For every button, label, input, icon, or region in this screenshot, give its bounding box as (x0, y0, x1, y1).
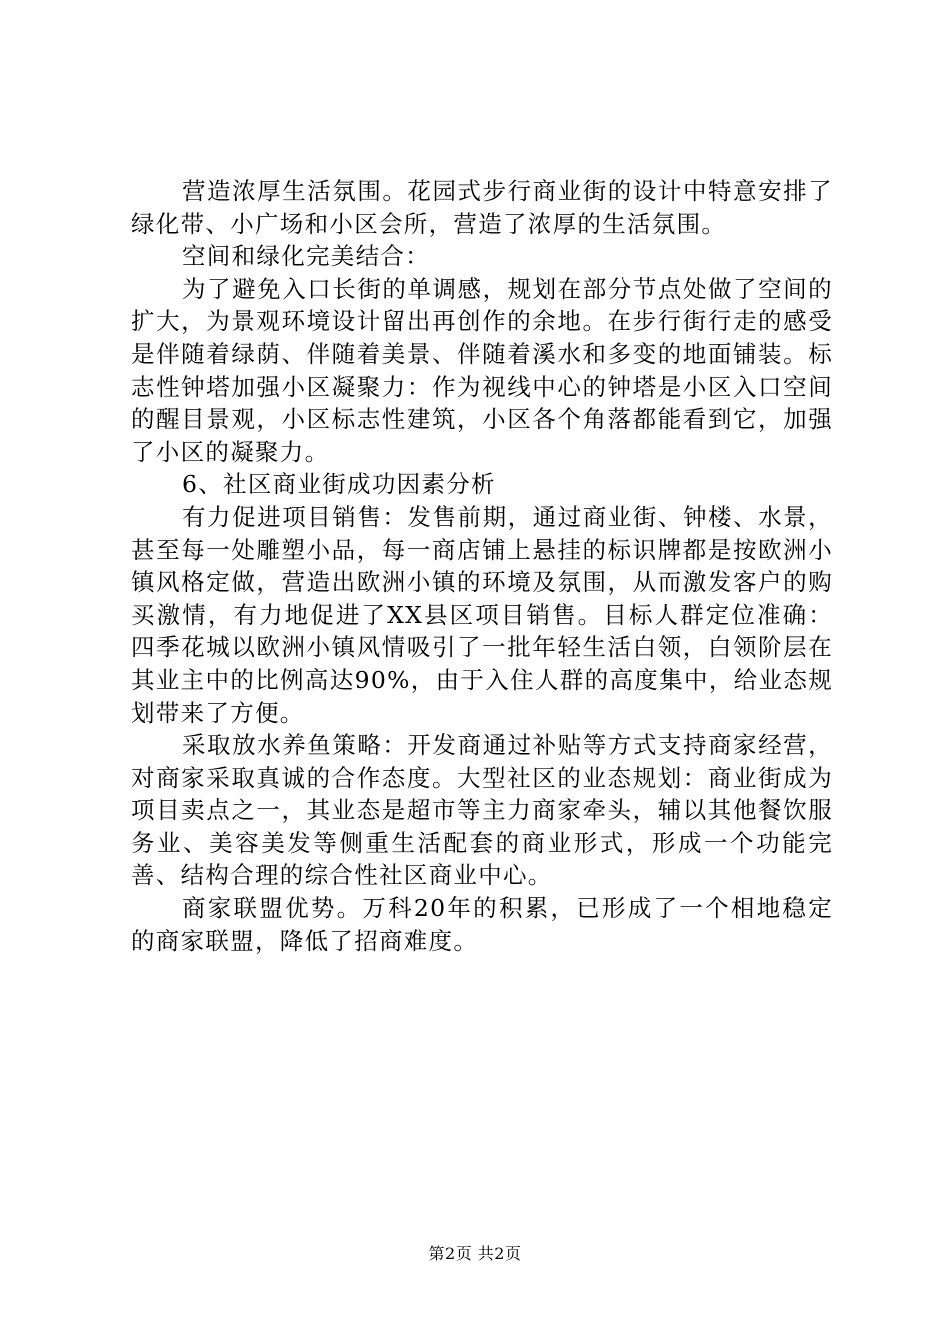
paragraph-living-atmosphere: 营造浓厚生活氛围。花园式步行商业街的设计中特意安排了绿化带、小广场和小区会所，营造了浓厚的生活氛围。 (131, 177, 833, 238)
paragraph-merchant-strategy: 采取放水养鱼策略：开发商通过补贴等方式支持商家经营，对商家采取真诚的合作态度。大型社区的业态规划：商业街成为项目卖点之一，其业态是超市等主力商家牵头，辅以其他餐饮服务业、美容美发等侧重生活配套的商业形式，形成一个功能完善、结构合理的综合性社区商业中心。 (131, 731, 833, 890)
paragraph-merchant-alliance: 商家联盟优势。万科20年的积累，已形成了一个相地稳定的商家联盟，降低了招商难度。 (131, 894, 833, 955)
section-heading-success-factors: 6、社区商业街成功因素分析 (182, 470, 496, 499)
document-body (131, 175, 833, 957)
paragraph-space-greening-heading: 空间和绿化完美结合： (182, 242, 430, 271)
page-number-footer: 第2页 共2页 (428, 1244, 522, 1263)
paragraph-sales-promotion: 有力促进项目销售：发售前期，通过商业街、钟楼、水景，甚至每一处雕塑小品，每一商店铺上悬挂的标识牌都是按欧洲小镇风格定做，营造出欧洲小镇的环境及氛围，从而激发客户的购买激情，有力地促进了XX县区项目销售。目标人群定位准确：四季花城以欧洲小镇风情吸引了一批年轻生活白领，白领阶层在其业主中的比例高达90%，由于入住人群的高度集中，给业态规划带来了方便。 (131, 502, 833, 727)
paragraph-space-expansion: 为了避免入口长街的单调感，规划在部分节点处做了空间的扩大，为景观环境设计留出再创作的余地。在步行街行走的感受是伴随着绿荫、伴随着美景、伴随着溪水和多变的地面铺装。标志性钟塔加强小区凝聚力：作为视线中心的钟塔是小区入口空间的醒目景观，小区标志性建筑，小区各个角落都能看到它，加强了小区的凝聚力。 (131, 274, 833, 466)
